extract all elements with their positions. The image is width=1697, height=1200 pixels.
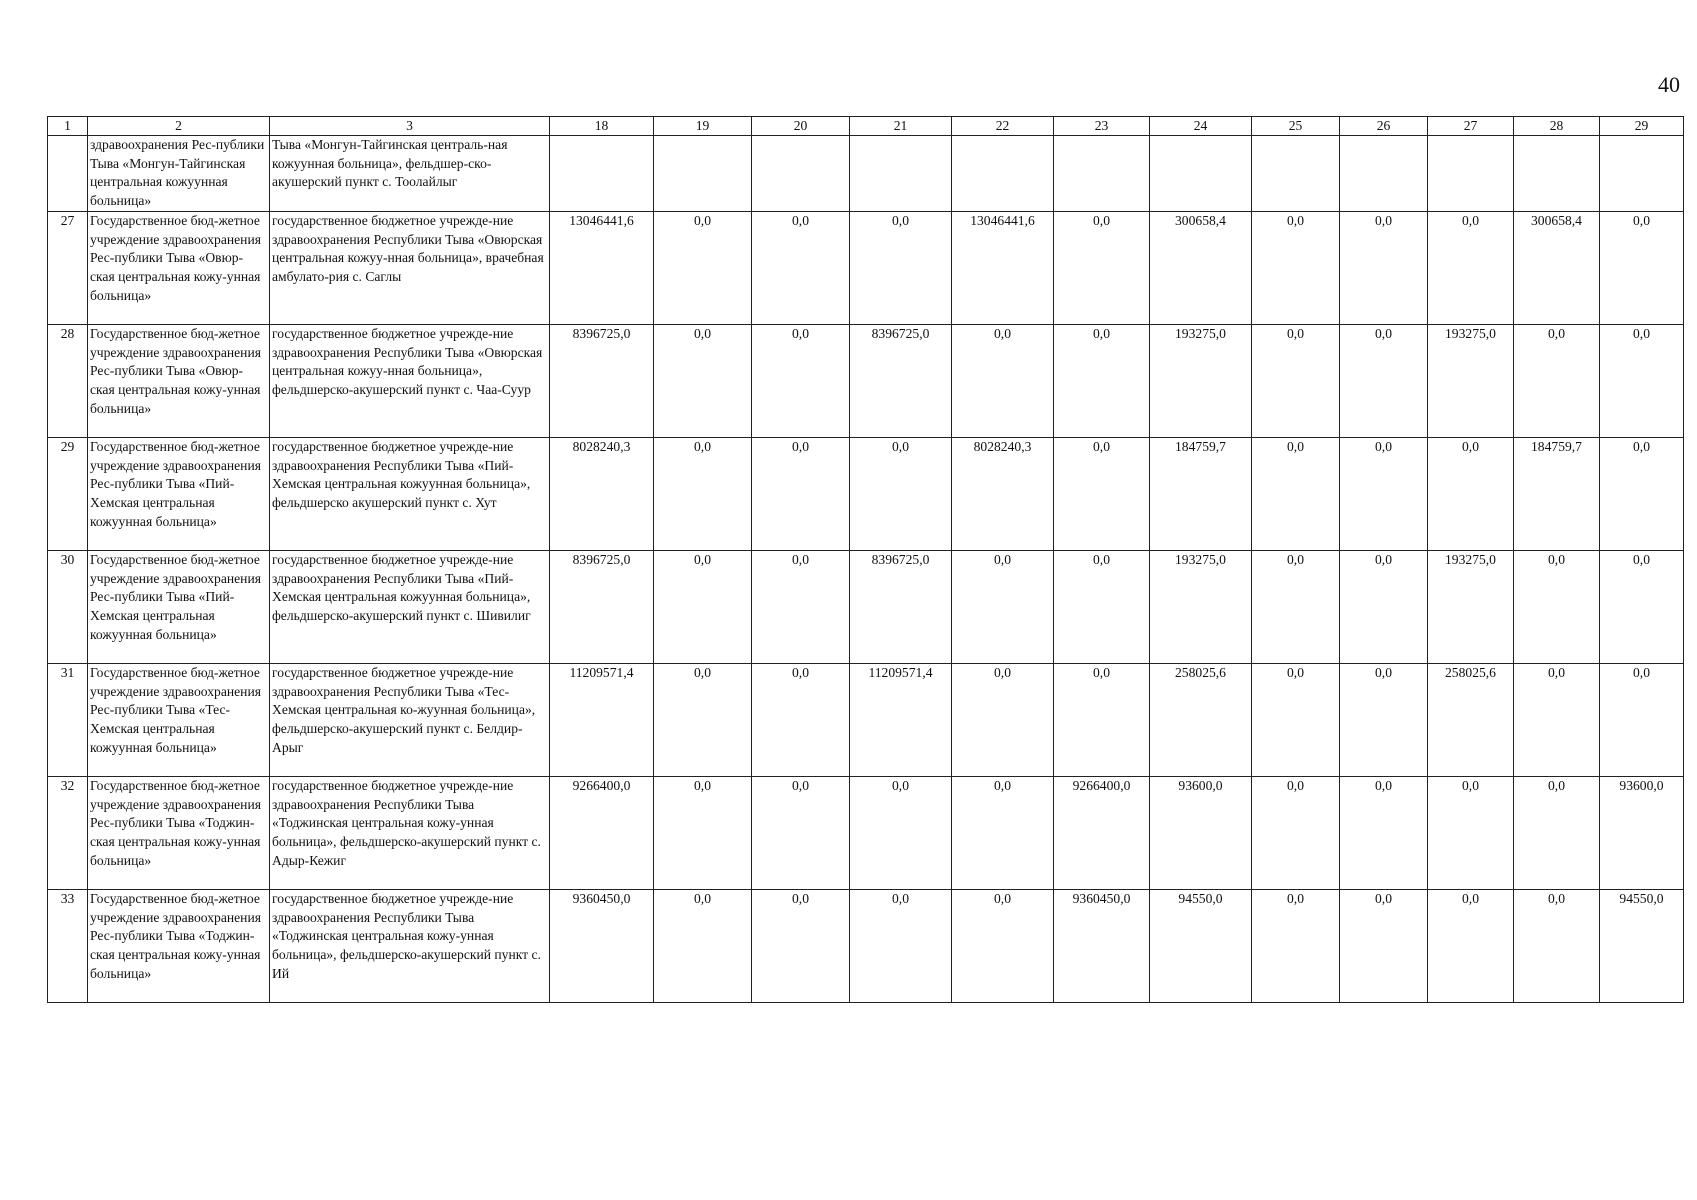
value-cell: 0,0 bbox=[952, 776, 1054, 889]
column-header: 25 bbox=[1252, 117, 1340, 136]
value-cell: 11209571,4 bbox=[850, 663, 952, 776]
column-header: 24 bbox=[1150, 117, 1252, 136]
value-cell: 0,0 bbox=[1252, 889, 1340, 1002]
value-cell bbox=[952, 136, 1054, 212]
value-cell: 0,0 bbox=[654, 663, 752, 776]
value-cell: 0,0 bbox=[1600, 550, 1684, 663]
value-cell: 258025,6 bbox=[1428, 663, 1514, 776]
value-cell: 8396725,0 bbox=[850, 324, 952, 437]
value-cell: 0,0 bbox=[1428, 437, 1514, 550]
value-cell: 0,0 bbox=[1514, 889, 1600, 1002]
value-cell: 93600,0 bbox=[1150, 776, 1252, 889]
value-cell: 0,0 bbox=[654, 776, 752, 889]
value-cell: 0,0 bbox=[654, 437, 752, 550]
value-cell: 0,0 bbox=[1340, 776, 1428, 889]
table-row bbox=[48, 211, 1684, 324]
value-cell: 13046441,6 bbox=[952, 211, 1054, 324]
value-cell: 0,0 bbox=[654, 324, 752, 437]
institution-name: Государственное бюд-жетное учреждение здравоохранения Рес-публики Тыва «Тоджин-ская центральная кожу-унная больница» bbox=[88, 889, 270, 1002]
row-number: 33 bbox=[48, 889, 88, 1002]
value-cell: 0,0 bbox=[1340, 324, 1428, 437]
column-header: 29 bbox=[1600, 117, 1684, 136]
value-cell: 0,0 bbox=[1252, 663, 1340, 776]
column-header: 19 bbox=[654, 117, 752, 136]
column-header: 22 bbox=[952, 117, 1054, 136]
value-cell: 94550,0 bbox=[1600, 889, 1684, 1002]
value-cell: 0,0 bbox=[654, 550, 752, 663]
value-cell: 93600,0 bbox=[1600, 776, 1684, 889]
value-cell: 300658,4 bbox=[1514, 211, 1600, 324]
row-number: 32 bbox=[48, 776, 88, 889]
object-description: государственное бюджетное учрежде-ние здравоохранения Республики Тыва «Овюрская центральная кожуу-нная больница», врачебная амбулато-рия с. Саглы bbox=[270, 211, 550, 324]
value-cell bbox=[850, 136, 952, 212]
column-header: 3 bbox=[270, 117, 550, 136]
value-cell: 0,0 bbox=[1054, 211, 1150, 324]
institution-name: Государственное бюд-жетное учреждение здравоохранения Рес-публики Тыва «Овюр-ская центральная кожу-унная больница» bbox=[88, 324, 270, 437]
value-cell bbox=[1340, 136, 1428, 212]
value-cell: 0,0 bbox=[752, 437, 850, 550]
value-cell: 9266400,0 bbox=[1054, 776, 1150, 889]
value-cell: 300658,4 bbox=[1150, 211, 1252, 324]
row-number bbox=[48, 136, 88, 212]
value-cell: 0,0 bbox=[1600, 663, 1684, 776]
object-description: государственное бюджетное учрежде-ние здравоохранения Республики Тыва «Тоджинская центральная кожу-унная больница», фельдшерско-акушерский пункт с. Ий bbox=[270, 889, 550, 1002]
value-cell: 9360450,0 bbox=[550, 889, 654, 1002]
row-number: 28 bbox=[48, 324, 88, 437]
value-cell: 0,0 bbox=[1600, 211, 1684, 324]
institution-name: Государственное бюд-жетное учреждение здравоохранения Рес-публики Тыва «Тоджин-ская центральная кожу-унная больница» bbox=[88, 776, 270, 889]
table-body bbox=[48, 136, 1684, 1003]
value-cell: 0,0 bbox=[1600, 437, 1684, 550]
data-table bbox=[47, 116, 1684, 1003]
institution-name: здравоохранения Рес-публики Тыва «Монгун-Тайгинская центральная кожуунная больница» bbox=[88, 136, 270, 212]
value-cell: 0,0 bbox=[1428, 776, 1514, 889]
value-cell: 8028240,3 bbox=[550, 437, 654, 550]
value-cell: 94550,0 bbox=[1150, 889, 1252, 1002]
column-header: 1 bbox=[48, 117, 88, 136]
row-number: 30 bbox=[48, 550, 88, 663]
table-row bbox=[48, 776, 1684, 889]
value-cell: 9360450,0 bbox=[1054, 889, 1150, 1002]
value-cell: 9266400,0 bbox=[550, 776, 654, 889]
value-cell: 184759,7 bbox=[1150, 437, 1252, 550]
value-cell: 11209571,4 bbox=[550, 663, 654, 776]
value-cell: 0,0 bbox=[752, 776, 850, 889]
object-description: Тыва «Монгун-Тайгинская централь-ная кожуунная больница», фельдшер-ско-акушерский пункт с. Тоолайлыг bbox=[270, 136, 550, 212]
column-header: 2 bbox=[88, 117, 270, 136]
value-cell: 0,0 bbox=[1340, 437, 1428, 550]
value-cell: 0,0 bbox=[1054, 663, 1150, 776]
object-description: государственное бюджетное учрежде-ние здравоохранения Республики Тыва «Тоджинская центральная кожу-унная больница», фельдшерско-акушерский пункт с. Адыр-Кежиг bbox=[270, 776, 550, 889]
value-cell: 0,0 bbox=[752, 550, 850, 663]
value-cell: 0,0 bbox=[952, 889, 1054, 1002]
table-row bbox=[48, 437, 1684, 550]
value-cell: 0,0 bbox=[1514, 776, 1600, 889]
institution-name: Государственное бюд-жетное учреждение здравоохранения Рес-публики Тыва «Овюр-ская центральная кожу-унная больница» bbox=[88, 211, 270, 324]
page-number: 40 bbox=[1658, 72, 1680, 97]
value-cell: 0,0 bbox=[1252, 324, 1340, 437]
row-number: 31 bbox=[48, 663, 88, 776]
value-cell: 0,0 bbox=[850, 776, 952, 889]
column-header: 21 bbox=[850, 117, 952, 136]
table-row bbox=[48, 550, 1684, 663]
value-cell: 0,0 bbox=[1514, 663, 1600, 776]
value-cell: 0,0 bbox=[1054, 437, 1150, 550]
object-description: государственное бюджетное учрежде-ние здравоохранения Республики Тыва «Тес-Хемская центральная ко-жуунная больница», фельдшерско-акушерский пункт с. Белдир-Арыг bbox=[270, 663, 550, 776]
table-row bbox=[48, 324, 1684, 437]
value-cell: 0,0 bbox=[752, 889, 850, 1002]
value-cell: 0,0 bbox=[1340, 663, 1428, 776]
value-cell: 0,0 bbox=[654, 889, 752, 1002]
value-cell bbox=[1428, 136, 1514, 212]
table-row bbox=[48, 889, 1684, 1002]
value-cell: 0,0 bbox=[1514, 550, 1600, 663]
value-cell: 0,0 bbox=[1252, 550, 1340, 663]
column-header: 23 bbox=[1054, 117, 1150, 136]
value-cell: 0,0 bbox=[1340, 550, 1428, 663]
table-row bbox=[48, 663, 1684, 776]
value-cell bbox=[1252, 136, 1340, 212]
column-header: 18 bbox=[550, 117, 654, 136]
value-cell: 0,0 bbox=[952, 324, 1054, 437]
value-cell: 0,0 bbox=[752, 324, 850, 437]
value-cell: 0,0 bbox=[1252, 211, 1340, 324]
table-header bbox=[48, 117, 1684, 136]
institution-name: Государственное бюд-жетное учреждение здравоохранения Рес-публики Тыва «Пий-Хемская центральная кожуунная больница» bbox=[88, 437, 270, 550]
object-description: государственное бюджетное учрежде-ние здравоохранения Республики Тыва «Овюрская центральная кожуу-нная больница», фельдшерско-акушерский пункт с. Чаа-Суур bbox=[270, 324, 550, 437]
value-cell: 8396725,0 bbox=[550, 324, 654, 437]
value-cell: 13046441,6 bbox=[550, 211, 654, 324]
value-cell bbox=[1600, 136, 1684, 212]
value-cell: 0,0 bbox=[952, 663, 1054, 776]
value-cell: 0,0 bbox=[1340, 889, 1428, 1002]
value-cell: 0,0 bbox=[654, 211, 752, 324]
header-row bbox=[48, 117, 1684, 136]
value-cell: 184759,7 bbox=[1514, 437, 1600, 550]
value-cell: 0,0 bbox=[1340, 211, 1428, 324]
value-cell: 0,0 bbox=[1428, 211, 1514, 324]
institution-name: Государственное бюд-жетное учреждение здравоохранения Рес-публики Тыва «Пий-Хемская центральная кожуунная больница» bbox=[88, 550, 270, 663]
value-cell: 8028240,3 bbox=[952, 437, 1054, 550]
value-cell: 0,0 bbox=[752, 211, 850, 324]
value-cell: 0,0 bbox=[752, 663, 850, 776]
value-cell: 0,0 bbox=[850, 889, 952, 1002]
value-cell bbox=[752, 136, 850, 212]
object-description: государственное бюджетное учрежде-ние здравоохранения Республики Тыва «Пий-Хемская центральная кожуунная больница», фельдшерско-акушерский пункт с. Шивилиг bbox=[270, 550, 550, 663]
value-cell: 193275,0 bbox=[1150, 550, 1252, 663]
value-cell: 0,0 bbox=[1600, 324, 1684, 437]
value-cell: 193275,0 bbox=[1150, 324, 1252, 437]
value-cell: 0,0 bbox=[1054, 324, 1150, 437]
value-cell: 8396725,0 bbox=[850, 550, 952, 663]
row-number: 29 bbox=[48, 437, 88, 550]
value-cell: 0,0 bbox=[850, 211, 952, 324]
value-cell: 0,0 bbox=[1428, 889, 1514, 1002]
value-cell: 8396725,0 bbox=[550, 550, 654, 663]
value-cell bbox=[1054, 136, 1150, 212]
value-cell: 0,0 bbox=[1252, 776, 1340, 889]
value-cell: 0,0 bbox=[952, 550, 1054, 663]
value-cell bbox=[654, 136, 752, 212]
value-cell: 0,0 bbox=[1252, 437, 1340, 550]
value-cell bbox=[1150, 136, 1252, 212]
table-row bbox=[48, 136, 1684, 212]
column-header: 26 bbox=[1340, 117, 1428, 136]
institution-name: Государственное бюд-жетное учреждение здравоохранения Рес-публики Тыва «Тес-Хемская центральная кожуунная больница» bbox=[88, 663, 270, 776]
value-cell: 0,0 bbox=[1054, 550, 1150, 663]
value-cell: 193275,0 bbox=[1428, 324, 1514, 437]
value-cell: 193275,0 bbox=[1428, 550, 1514, 663]
value-cell bbox=[1514, 136, 1600, 212]
value-cell: 0,0 bbox=[850, 437, 952, 550]
row-number: 27 bbox=[48, 211, 88, 324]
object-description: государственное бюджетное учрежде-ние здравоохранения Республики Тыва «Пий-Хемская центральная кожуунная больница», фельдшерско акушерский пункт с. Хут bbox=[270, 437, 550, 550]
column-header: 27 bbox=[1428, 117, 1514, 136]
column-header: 28 bbox=[1514, 117, 1600, 136]
value-cell bbox=[550, 136, 654, 212]
column-header: 20 bbox=[752, 117, 850, 136]
value-cell: 258025,6 bbox=[1150, 663, 1252, 776]
value-cell: 0,0 bbox=[1514, 324, 1600, 437]
